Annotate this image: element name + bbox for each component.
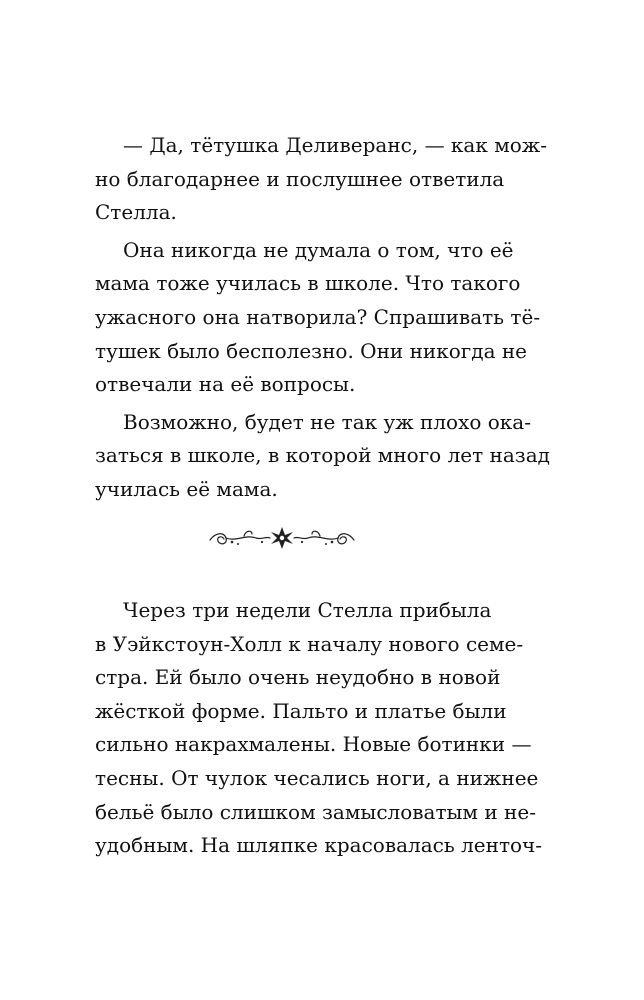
text-section-1: [95, 129, 550, 507]
text-line: Стелла.: [95, 200, 177, 225]
text-line: Через три недели Стелла прибыла: [123, 598, 492, 622]
text-line: бельё было слишком замысловатым и не-: [95, 799, 536, 824]
text-line: но благодарнее и послушнее ответила: [95, 166, 505, 191]
text-line: удобным. На шляпке красовалась ленточ-: [95, 833, 543, 858]
paragraph-3: [95, 406, 550, 507]
text-line: тушек было бесполезно. Они никогда не: [95, 338, 528, 363]
decorative-flourish-icon: [206, 524, 358, 552]
text-line: отвечали на её вопросы.: [95, 372, 356, 397]
text-line: Возможно, будет не так уж плохо ока-: [123, 409, 531, 434]
text-line: училась её мама.: [95, 476, 278, 501]
text-line: тесны. От чулок чесались ноги, а нижнее: [95, 765, 539, 790]
text-line: мама тоже училась в школе. Что такого: [95, 271, 521, 296]
paragraph-2: [95, 234, 541, 402]
text-line: — Да, тётушка Деливеранс, — как мож-: [123, 133, 547, 157]
text-line: заться в школе, в которой много лет назад: [95, 443, 550, 468]
text-line: жёсткой форме. Пальто и платье были: [95, 698, 507, 723]
text-line: Она никогда не думала о том, что её: [123, 237, 514, 262]
text-line: сильно накрахмалены. Новые ботинки —: [95, 732, 532, 757]
paragraph-1: [95, 129, 547, 230]
text-line: ужасного она натворила? Спрашивать тё-: [95, 304, 541, 329]
text-line: в Уэйкстоун-Холл к началу нового семе-: [95, 631, 524, 656]
text-line: стра. Ей было очень неудобно в новой: [95, 665, 501, 690]
paragraph-4: [95, 594, 543, 863]
text-section-2: [95, 594, 543, 863]
